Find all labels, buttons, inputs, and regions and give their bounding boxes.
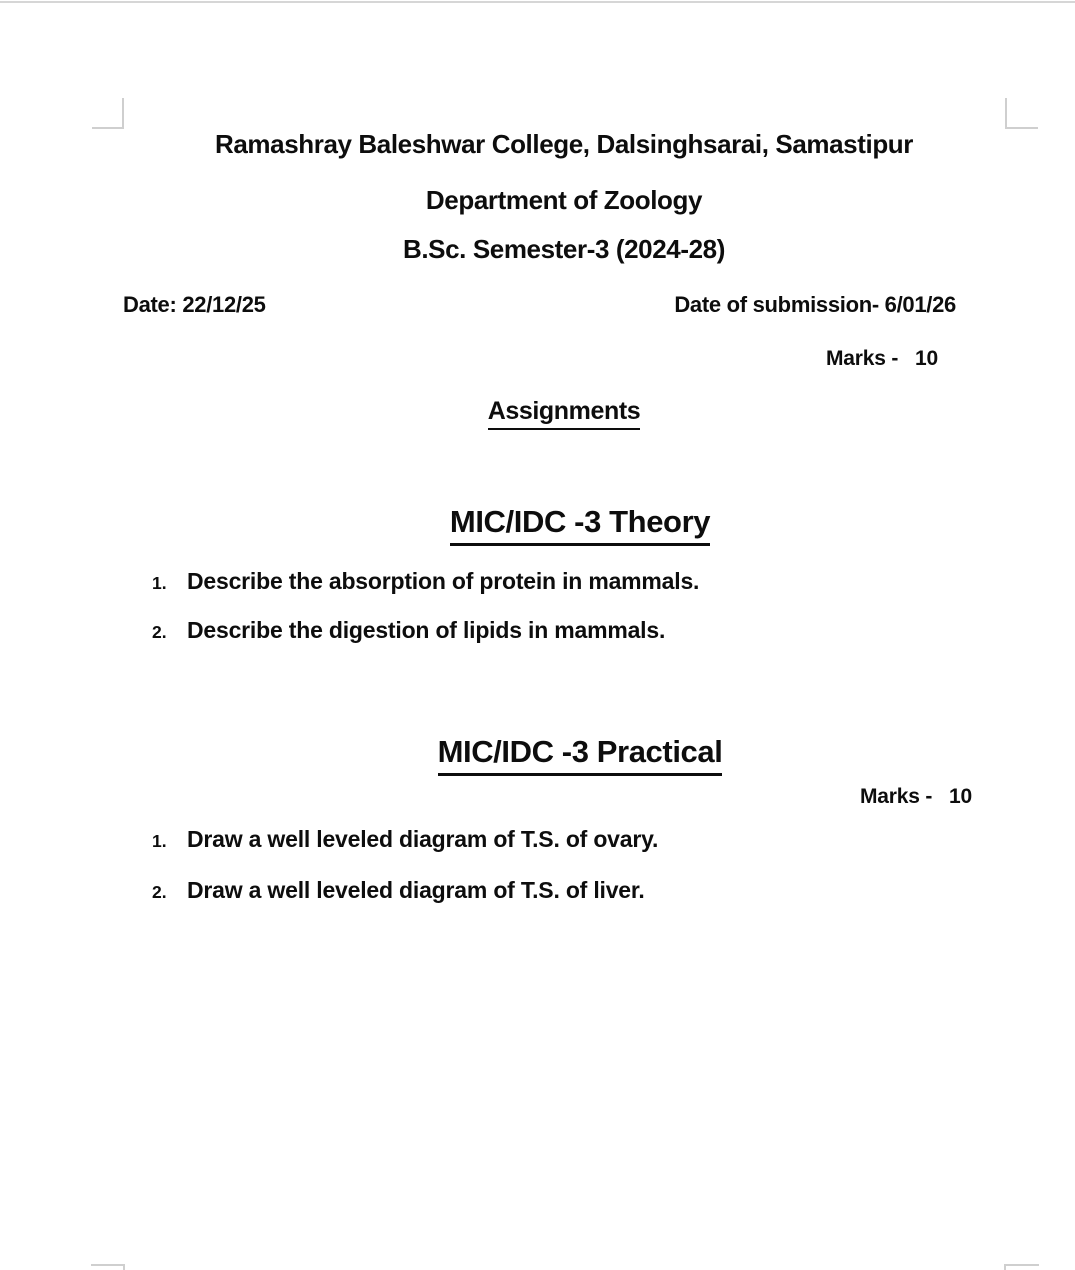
question-text: Draw a well leveled diagram of T.S. of ovary. xyxy=(187,826,659,852)
question-text: Describe the digestion of lipids in mammals. xyxy=(187,617,666,643)
theory-question-1 xyxy=(152,568,699,595)
question-number: 1. xyxy=(152,831,167,851)
question-number: 2. xyxy=(152,622,167,642)
page-top-edge-line xyxy=(0,1,1075,3)
college-name-heading: Ramashray Baleshwar College, Dalsinghsarai, Samastipur xyxy=(214,129,914,159)
margin-corner-mark-bottom-left xyxy=(91,1264,125,1270)
practical-question-1 xyxy=(152,826,658,853)
submission-date-label: Date of submission- 6/01/26 xyxy=(674,292,956,317)
theory-section-title: MIC/IDC -3 Theory xyxy=(450,504,710,546)
theory-marks-label: Marks - 10 xyxy=(826,347,938,370)
assignments-title-wrap xyxy=(123,397,1005,430)
margin-corner-mark-top-right xyxy=(1005,98,1038,129)
question-text: Draw a well leveled diagram of T.S. of liver. xyxy=(187,877,645,903)
margin-corner-mark-top-left xyxy=(92,98,124,129)
theory-question-2 xyxy=(152,617,665,644)
practical-marks-label: Marks - 10 xyxy=(860,785,972,808)
course-semester-heading: B.Sc. Semester-3 (2024-28) xyxy=(402,234,725,264)
department-heading: Department of Zoology xyxy=(425,185,703,215)
margin-corner-mark-bottom-right xyxy=(1004,1264,1039,1270)
practical-section-title: MIC/IDC -3 Practical xyxy=(438,734,723,776)
question-text: Describe the absorption of protein in mammals. xyxy=(187,568,700,594)
date-label: Date: 22/12/25 xyxy=(123,292,266,317)
practical-section-title-wrap xyxy=(139,734,1021,776)
practical-question-2 xyxy=(152,877,645,904)
theory-section-title-wrap xyxy=(139,504,1021,546)
assignments-title: Assignments xyxy=(488,397,641,430)
question-number: 2. xyxy=(152,882,167,902)
question-number: 1. xyxy=(152,573,167,593)
